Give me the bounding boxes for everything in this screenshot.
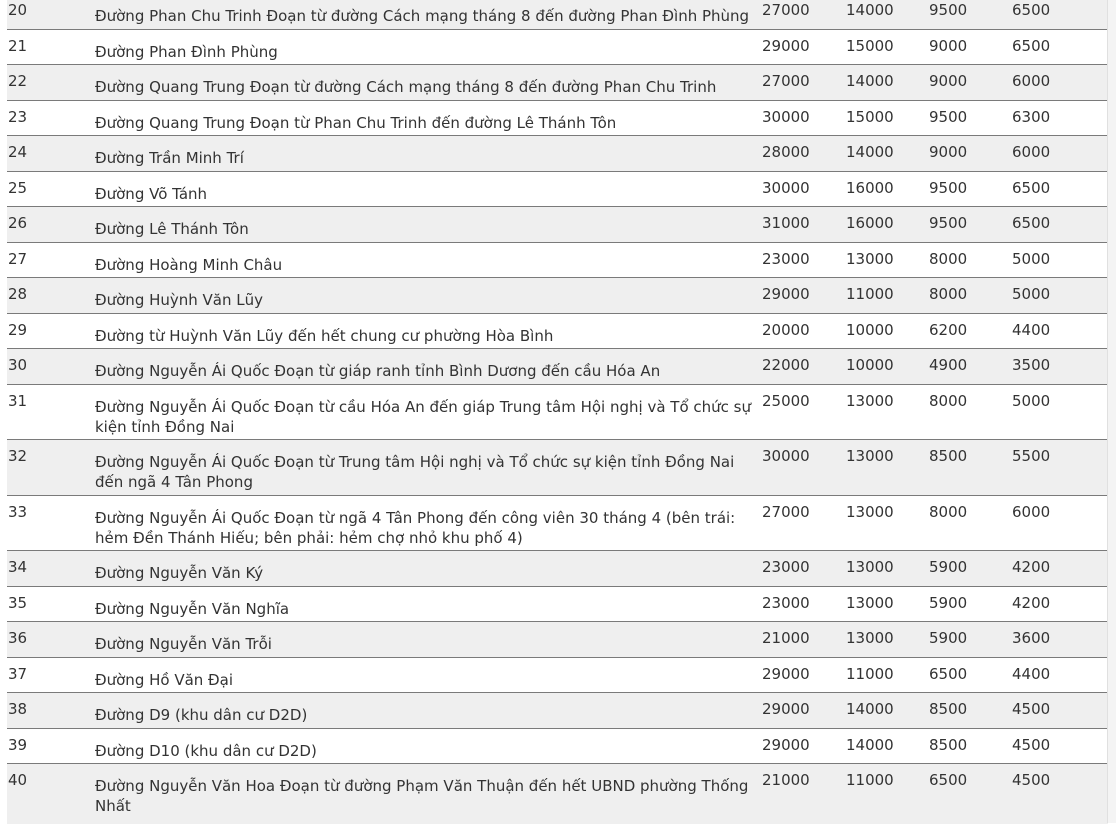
price-position-1: 31000 <box>762 214 810 232</box>
price-position-2: 14000 <box>846 143 894 161</box>
price-position-4: 6500 <box>1012 214 1051 232</box>
row-number: 27 <box>8 249 28 268</box>
table-row <box>7 729 1108 765</box>
row-number: 29 <box>8 320 28 339</box>
price-position-1: 23000 <box>762 593 810 612</box>
price-position-3: 9000 <box>929 36 968 55</box>
price-position-1: 21000 <box>762 629 810 647</box>
price-position-2: 13000 <box>846 249 894 268</box>
row-number: 34 <box>8 558 28 576</box>
price-position-2: 11000 <box>846 285 894 303</box>
price-position-4: 4500 <box>1012 771 1051 789</box>
row-number: 25 <box>8 178 28 197</box>
price-position-1: 27000 <box>762 1 810 19</box>
price-position-4: 4500 <box>1012 700 1051 718</box>
street-name: Đường từ Huỳnh Văn Lũy đến hết chung cư phường Hòa Bình <box>95 326 554 345</box>
price-position-1: 27000 <box>762 72 810 90</box>
price-position-1: 29000 <box>762 664 810 683</box>
price-position-3: 9500 <box>929 178 968 197</box>
price-position-4: 4400 <box>1012 664 1051 683</box>
price-position-4: 3500 <box>1012 356 1051 374</box>
price-position-2: 13000 <box>846 558 894 576</box>
street-name: Đường Võ Tánh <box>95 184 208 203</box>
price-position-2: 11000 <box>846 664 894 683</box>
price-position-1: 29000 <box>762 700 810 718</box>
price-position-2: 14000 <box>846 735 894 754</box>
street-name: Đường Nguyễn Văn Ký <box>95 564 264 582</box>
price-position-4: 6500 <box>1012 36 1051 55</box>
row-number: 36 <box>8 629 28 647</box>
row-number: 33 <box>8 502 28 521</box>
price-position-2: 16000 <box>846 214 894 232</box>
price-position-2: 15000 <box>846 36 894 55</box>
price-position-2: 14000 <box>846 1 894 19</box>
table-row <box>7 693 1108 729</box>
price-position-3: 8500 <box>929 735 968 754</box>
table-row <box>7 440 1108 496</box>
row-number: 39 <box>8 735 28 754</box>
table-row <box>7 30 1108 66</box>
price-position-3: 4900 <box>929 356 968 374</box>
table-row <box>7 136 1108 172</box>
price-position-3: 9500 <box>929 107 968 126</box>
row-number: 38 <box>8 700 28 718</box>
price-position-3: 8000 <box>929 249 968 268</box>
price-position-3: 8500 <box>929 700 968 718</box>
table-row <box>7 587 1108 623</box>
price-position-3: 9500 <box>929 214 968 232</box>
row-number: 40 <box>8 771 28 789</box>
price-position-3: 6500 <box>929 664 968 683</box>
street-name: Đường Quang Trung Đoạn từ đường Cách mạng tháng 8 đến đường Phan Chu Trinh <box>95 78 717 96</box>
price-position-4: 6500 <box>1012 1 1051 19</box>
street-name: Đường Phan Chu Trinh Đoạn từ đường Cách mạng tháng 8 đến đường Phan Đình Phùng <box>95 7 750 25</box>
price-position-1: 30000 <box>762 447 810 465</box>
price-position-2: 10000 <box>846 356 894 374</box>
table-row <box>7 207 1108 243</box>
price-position-1: 29000 <box>762 36 810 55</box>
row-number: 22 <box>8 72 28 90</box>
price-position-3: 5900 <box>929 558 968 576</box>
price-position-1: 21000 <box>762 771 810 789</box>
price-position-3: 9500 <box>929 1 968 19</box>
price-position-3: 5900 <box>929 629 968 647</box>
price-position-3: 8000 <box>929 285 968 303</box>
price-position-4: 5000 <box>1012 249 1051 268</box>
table-row <box>7 314 1108 350</box>
table-row <box>7 385 1108 441</box>
row-number: 23 <box>8 107 28 126</box>
price-position-3: 5900 <box>929 593 968 612</box>
price-position-2: 11000 <box>846 771 894 789</box>
street-name: Đường D10 (khu dân cư D2D) <box>95 741 317 760</box>
table-row <box>7 551 1108 587</box>
price-position-4: 4400 <box>1012 320 1051 339</box>
street-name: Đường Trần Minh Trí <box>95 149 244 167</box>
table-row <box>7 496 1108 552</box>
street-name: Đường Quang Trung Đoạn từ Phan Chu Trinh đến đường Lê Thánh Tôn <box>95 113 617 132</box>
price-position-3: 8000 <box>929 502 968 521</box>
table-row <box>7 278 1108 314</box>
price-position-4: 6300 <box>1012 107 1051 126</box>
street-name: Đường Phan Đình Phùng <box>95 42 278 61</box>
price-position-2: 14000 <box>846 700 894 718</box>
price-position-3: 6200 <box>929 320 968 339</box>
price-position-3: 8500 <box>929 447 968 465</box>
row-number: 21 <box>8 36 28 55</box>
price-position-2: 13000 <box>846 447 894 465</box>
street-name: Đường Huỳnh Văn Lũy <box>95 291 264 309</box>
price-position-4: 6500 <box>1012 178 1051 197</box>
street-name: Đường Nguyễn Ái Quốc Đoạn từ cầu Hóa An đến giáp Trung tâm Hội nghị và Tổ chức sự kiện tỉnh Đồng Nai <box>95 397 752 436</box>
row-number: 32 <box>8 447 28 465</box>
street-name: Đường D9 (khu dân cư D2D) <box>95 706 308 724</box>
row-number: 20 <box>8 1 28 19</box>
vertical-scrollbar[interactable] <box>1107 0 1116 823</box>
price-position-4: 6000 <box>1012 143 1051 161</box>
price-position-4: 4200 <box>1012 593 1051 612</box>
table-row <box>7 658 1108 694</box>
table-row <box>7 101 1108 137</box>
table-row <box>7 65 1108 101</box>
table-row <box>7 243 1108 279</box>
street-name: Đường Nguyễn Văn Trỗi <box>95 635 272 653</box>
price-position-3: 9000 <box>929 72 968 90</box>
street-name: Đường Nguyễn Ái Quốc Đoạn từ ngã 4 Tân Phong đến công viên 30 tháng 4 (bên trái: hẻm Đền Thánh Hiếu; bên phải: hẻm chợ nhỏ khu phố 4) <box>95 508 736 547</box>
price-position-2: 13000 <box>846 629 894 647</box>
street-name: Đường Hoàng Minh Châu <box>95 255 283 274</box>
price-position-4: 6000 <box>1012 72 1051 90</box>
street-name: Đường Lê Thánh Tôn <box>95 220 249 238</box>
table-row <box>7 0 1108 30</box>
price-position-1: 23000 <box>762 249 810 268</box>
row-number: 37 <box>8 664 28 683</box>
price-position-1: 23000 <box>762 558 810 576</box>
price-position-1: 25000 <box>762 391 810 410</box>
street-name: Đường Nguyễn Văn Hoa Đoạn từ đường Phạm Văn Thuận đến hết UBND phường Thống Nhất <box>95 777 749 815</box>
price-position-4: 6000 <box>1012 502 1051 521</box>
street-name: Đường Hồ Văn Đại <box>95 670 234 689</box>
price-position-2: 16000 <box>846 178 894 197</box>
row-number: 35 <box>8 593 28 612</box>
price-position-3: 6500 <box>929 771 968 789</box>
price-position-4: 4200 <box>1012 558 1051 576</box>
price-position-4: 3600 <box>1012 629 1051 647</box>
table-row <box>7 349 1108 385</box>
price-position-1: 29000 <box>762 735 810 754</box>
table-row <box>7 764 1108 824</box>
price-position-4: 5000 <box>1012 285 1051 303</box>
row-number: 30 <box>8 356 28 374</box>
price-position-1: 30000 <box>762 178 810 197</box>
street-name: Đường Nguyễn Ái Quốc Đoạn từ giáp ranh tỉnh Bình Dương đến cầu Hóa An <box>95 362 661 380</box>
price-position-1: 20000 <box>762 320 810 339</box>
price-position-1: 29000 <box>762 285 810 303</box>
price-position-4: 4500 <box>1012 735 1051 754</box>
land-price-table <box>7 0 1108 824</box>
street-name: Đường Nguyễn Văn Nghĩa <box>95 599 290 618</box>
price-position-4: 5000 <box>1012 391 1051 410</box>
row-number: 28 <box>8 285 28 303</box>
price-position-3: 8000 <box>929 391 968 410</box>
price-position-4: 5500 <box>1012 447 1051 465</box>
row-number: 31 <box>8 391 28 410</box>
price-position-2: 15000 <box>846 107 894 126</box>
row-number: 24 <box>8 143 28 161</box>
price-position-1: 27000 <box>762 502 810 521</box>
price-position-1: 22000 <box>762 356 810 374</box>
price-position-2: 14000 <box>846 72 894 90</box>
price-position-2: 13000 <box>846 502 894 521</box>
price-position-2: 10000 <box>846 320 894 339</box>
row-number: 26 <box>8 214 28 232</box>
price-position-3: 9000 <box>929 143 968 161</box>
price-position-2: 13000 <box>846 391 894 410</box>
table-row <box>7 622 1108 658</box>
price-position-1: 28000 <box>762 143 810 161</box>
table-row <box>7 172 1108 208</box>
street-name: Đường Nguyễn Ái Quốc Đoạn từ Trung tâm Hội nghị và Tổ chức sự kiện tỉnh Đồng Nai đến ngã 4 Tân Phong <box>95 453 735 491</box>
price-position-1: 30000 <box>762 107 810 126</box>
price-position-2: 13000 <box>846 593 894 612</box>
